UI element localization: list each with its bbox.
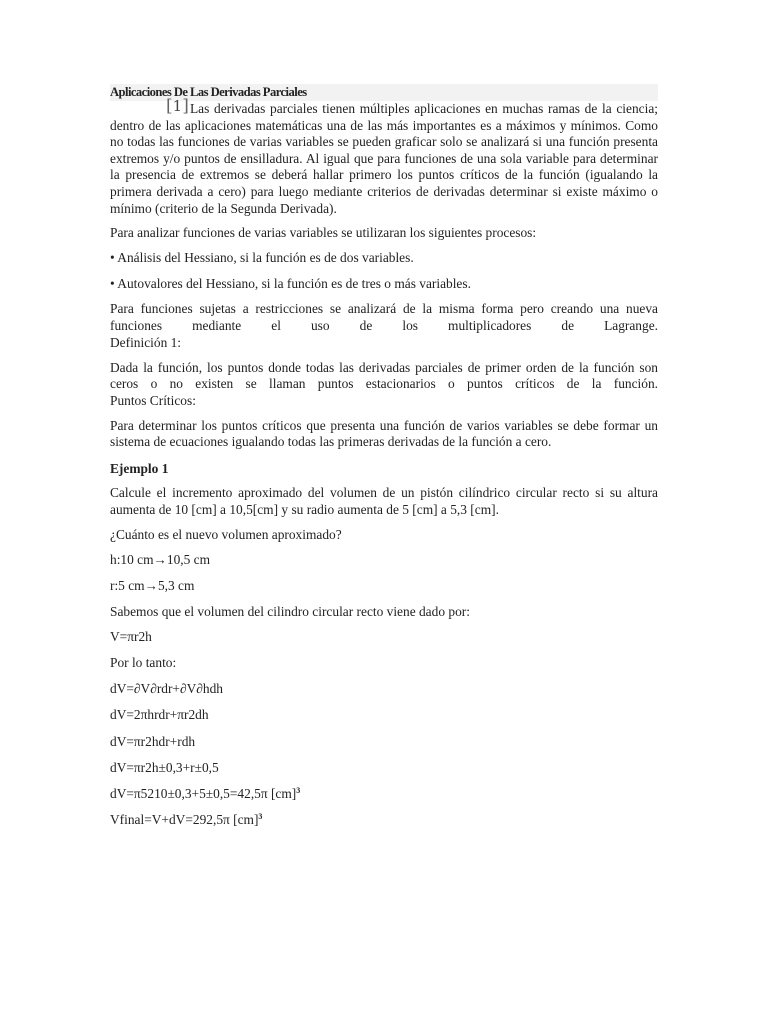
formula-substituted: dV=πr2h±0,3+r±0,5	[110, 759, 219, 775]
formula-total-differential: dV=∂V∂rdr+∂V∂hdh	[110, 681, 223, 697]
document-page	[110, 84, 658, 838]
critical-points-label: Puntos Críticos:	[110, 392, 196, 408]
height-change: h:10 cm→10,5 cm	[110, 552, 211, 568]
formula-result-exponent: 3	[296, 785, 301, 795]
radius-change: r:5 cm→5,3 cm	[110, 578, 195, 594]
citation-indent	[110, 103, 164, 113]
definition-label: Definición 1:	[110, 334, 182, 350]
citation-marker[interactable]: [1]	[166, 96, 189, 116]
restrictions-text: Para funciones sujetas a restricciones se analizará de la misma forma pero creando una nueva funciones mediante el uso de los multiplicadores de Lagrange.	[110, 301, 658, 333]
formula-factored: dV=πr2hdr+rdh	[110, 733, 196, 749]
critical-points-paragraph: Para determinar los puntos críticos que presenta una función de varios variables se debe formar un sistema de ecuaciones igualando todas las primeras derivadas de la función a cero.	[110, 417, 658, 450]
formula-final-exponent: 3	[258, 811, 263, 821]
intro-paragraph	[110, 96, 658, 217]
volume-intro: Sabemos que el volumen del cilindro circular recto viene dado por:	[110, 604, 470, 620]
formula-partials: dV=2πhrdr+πr2dh	[110, 707, 209, 723]
formula-final-volume	[110, 812, 658, 829]
definition-text: Dada la función, los puntos donde todas las derivadas parciales de primer orden de la función son ceros o no existen se llaman puntos estacionarios o puntos críticos de la función.	[110, 359, 658, 392]
formula-result	[110, 786, 658, 803]
formula-final-text: Vfinal=V+dV=292,5π [cm]	[110, 811, 259, 827]
question: ¿Cuánto es el nuevo volumen aproximado?	[110, 527, 342, 543]
bullet-hessian: • Análisis del Hessiano, si la función es de dos variables.	[110, 250, 414, 266]
therefore-label: Por lo tanto:	[110, 655, 177, 671]
definition-paragraph	[110, 360, 658, 410]
restrictions-paragraph	[110, 301, 658, 351]
title-bar	[110, 84, 658, 101]
example-statement: Calcule el incremento aproximado del volumen de un pistón cilíndrico circular recto si su altura aumenta de 10 [cm] a 10,5[cm] y su radio aumenta de 5 [cm] a 5,3 [cm].	[110, 485, 658, 518]
processes-intro: Para analizar funciones de varias variables se utilizaran los siguientes procesos:	[110, 225, 537, 241]
intro-text: Las derivadas parciales tienen múltiples aplicaciones en muchas ramas de la ciencia; dentro de las aplicaciones matemáticas una de las más importantes es a máximos y mínimos. Como no todas las funciones de varias variables se pueden graficar solo se analizará si una función presenta extremos y/o puntos de ensilladura. Al igual que para funciones de una sola variable para determinar la presencia de extremos se deberá hallar primero los puntos críticos de la función (igualando la primera derivada a cero) para luego mediante criterios de derivadas determinar si existe máximo o mínimo (criterio de la Segunda Derivada).	[110, 101, 658, 216]
formula-result-text: dV=π5210±0,3+5±0,5=42,5π [cm]	[110, 785, 297, 801]
volume-formula: V=πr2h	[110, 629, 152, 645]
citation-number: 1	[172, 97, 183, 115]
document-title: Aplicaciones De Las Derivadas Parciales	[110, 85, 307, 99]
bullet-eigenvalues: • Autovalores del Hessiano, si la función es de tres o más variables.	[110, 275, 471, 291]
example-title: Ejemplo 1	[110, 460, 169, 476]
